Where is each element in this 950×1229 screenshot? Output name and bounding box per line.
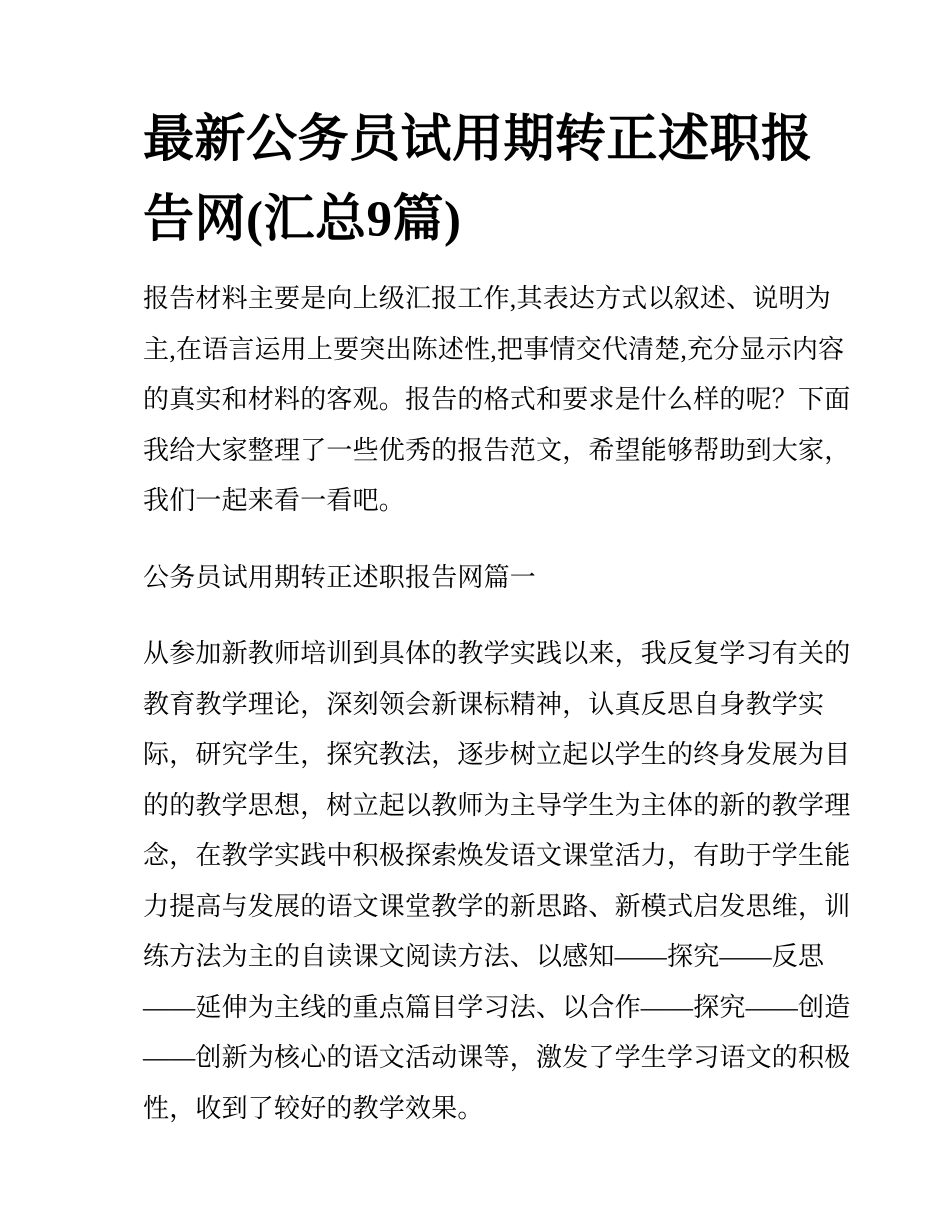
paragraph-line: 我们一起来看一看吧。	[143, 486, 406, 515]
paragraph-line: ——创新为核心的语文活动课等，激发了学生学习语文的积极	[143, 1043, 851, 1072]
document-title	[143, 100, 850, 260]
paragraph-line: 际，研究学生，探究教法，逐步树立起以学生的终身发展为目	[143, 740, 851, 769]
paragraph-line: 的的教学思想，树立起以教师为主导学生为主体的新的教学理	[143, 790, 851, 820]
paragraph-line: 力提高与发展的语文课堂教学的新思路、新模式启发思维，训	[143, 891, 851, 921]
document-body	[143, 274, 850, 1134]
paragraph-line: 从参加新教师培训到具体的教学实践以来，我反复学习有关的	[143, 639, 851, 668]
paragraph-line: 性，收到了较好的教学效果。	[143, 1093, 484, 1123]
paragraph-line: 的真实和材料的客观。报告的格式和要求是什么样的呢？下面	[143, 385, 851, 414]
paragraph-line: 练方法为主的自读课文阅读方法、以感知——探究——反思	[143, 942, 825, 971]
title-line: 告网(汇总9篇)	[143, 192, 462, 248]
paragraph-line: 教育教学理论，深刻领会新课标精神，认真反思自身教学实	[143, 689, 825, 719]
section-heading-line: 公务员试用期转正述职报告网篇一	[143, 562, 537, 592]
paragraph-line: 主,在语言运用上要突出陈述性,把事情交代清楚,充分显示内容	[143, 334, 845, 364]
paragraph-line: ——延伸为主线的重点篇目学习法、以合作——探究——创造	[143, 992, 851, 1022]
paragraph-line: 我给大家整理了一些优秀的报告范文，希望能够帮助到大家，	[143, 435, 851, 465]
paragraph-line: 念，在教学实践中积极探索焕发语文课堂活力，有助于学生能	[143, 841, 851, 870]
title-line: 最新公务员试用期转正述职报	[143, 112, 813, 168]
paragraph-line: 报告材料主要是向上级汇报工作,其表达方式以叙述、说明为	[143, 284, 831, 313]
